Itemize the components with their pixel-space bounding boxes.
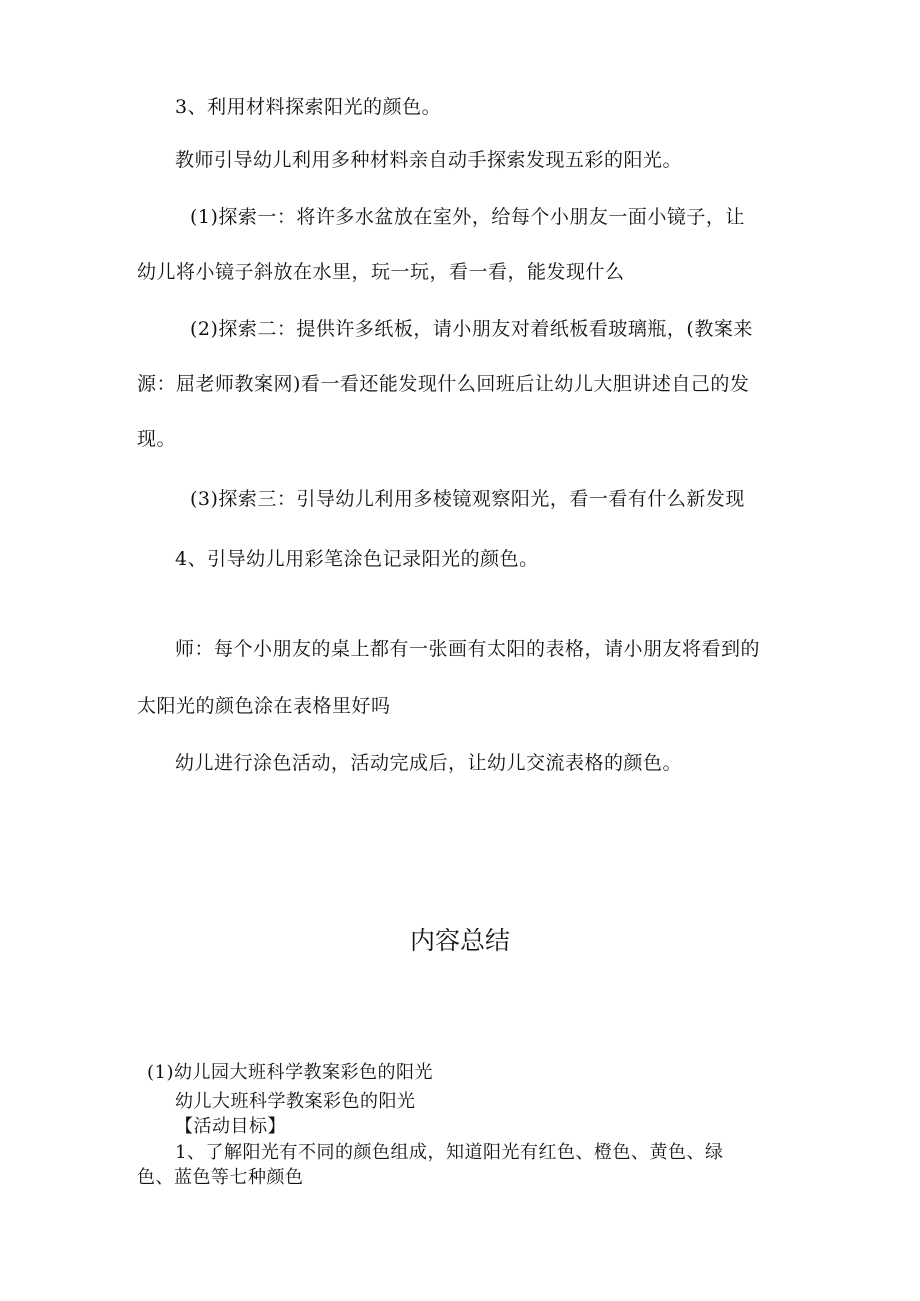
summary-line-3: 【活动目标】 <box>175 1116 286 1137</box>
paragraph-explore-1-line-2: 幼儿将小镜子斜放在水里，玩一玩，看一看，能发现什么 <box>137 261 625 283</box>
paragraph-explore-2-line-1: (2)探索二：提供许多纸板，请小朋友对着纸板看玻璃瓶，(教案来 <box>190 318 753 340</box>
summary-title: 内容总结 <box>409 926 510 955</box>
summary-line-5: 色、蓝色等七种颜色 <box>137 1167 304 1188</box>
paragraph-teacher-guide: 教师引导幼儿利用多种材料亲自动手探索发现五彩的阳光。 <box>175 149 683 171</box>
paragraph-teacher-line-1: 师：每个小朋友的桌上都有一张画有太阳的表格，请小朋友将看到的 <box>175 638 761 660</box>
paragraph-coloring-activity: 幼儿进行涂色活动，活动完成后，让幼儿交流表格的颜色。 <box>175 752 683 774</box>
summary-line-1: (1)幼儿园大班科学教案彩色的阳光 <box>147 1062 433 1083</box>
paragraph-step-4: 4、引导幼儿用彩笔涂色记录阳光的颜色。 <box>175 548 539 570</box>
paragraph-explore-2-line-3: 现。 <box>137 428 177 450</box>
summary-line-4: 1、了解阳光有不同的颜色组成，知道阳光有红色、橙色、黄色、绿 <box>175 1142 724 1163</box>
paragraph-step-3: 3、利用材料探索阳光的颜色。 <box>175 96 442 118</box>
summary-line-2: 幼儿大班科学教案彩色的阳光 <box>175 1091 416 1112</box>
paragraph-explore-1-line-1: (1)探索一：将许多水盆放在室外，给每个小朋友一面小镜子，让 <box>190 206 745 228</box>
paragraph-explore-3: (3)探索三：引导幼儿利用多棱镜观察阳光，看一看有什么新发现 <box>190 488 745 510</box>
paragraph-explore-2-line-2: 源：屈老师教案网)看一看还能发现什么回班后让幼儿大胆讲述自己的发 <box>137 373 750 395</box>
paragraph-teacher-line-2: 太阳光的颜色涂在表格里好吗 <box>137 695 391 717</box>
